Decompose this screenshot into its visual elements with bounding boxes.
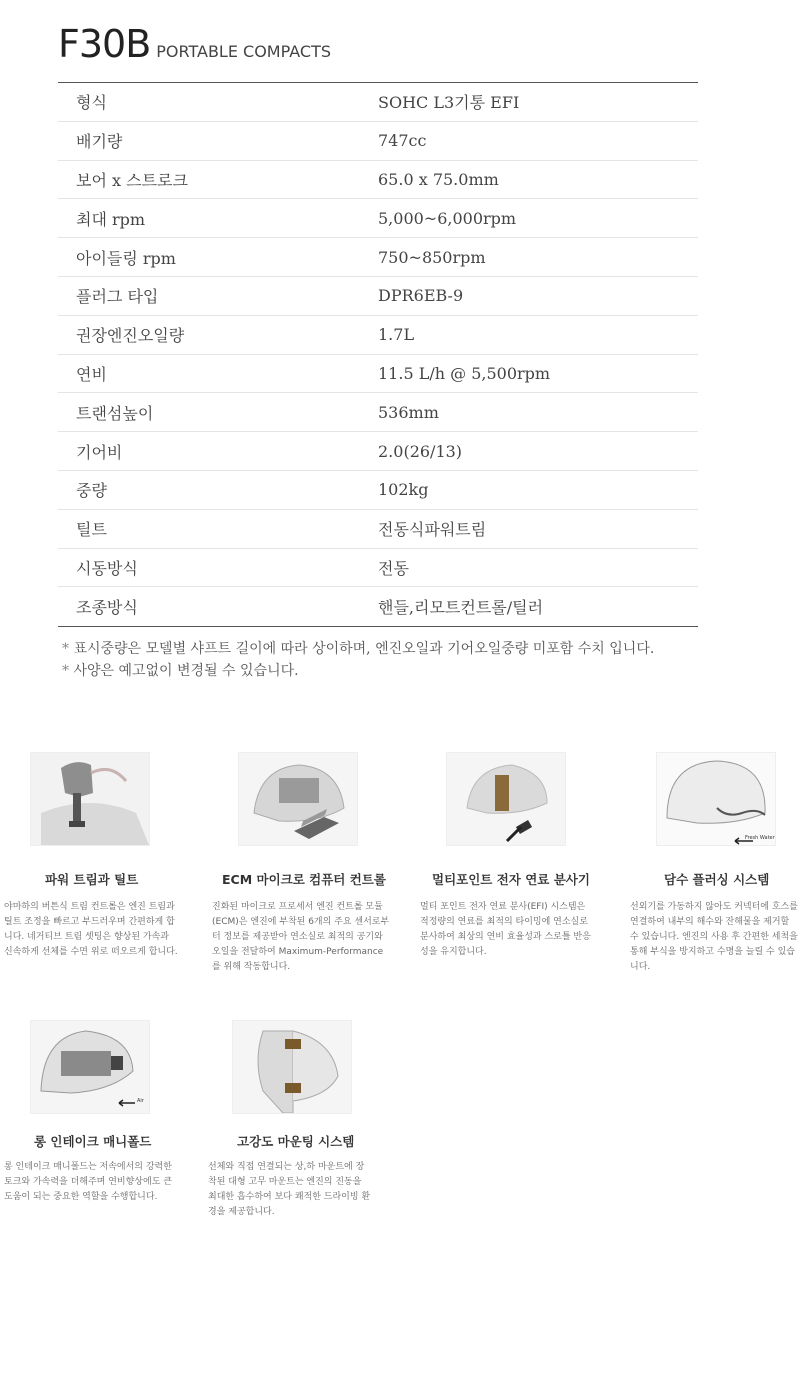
spec-label: 조종방식 <box>76 598 138 618</box>
spec-row <box>58 277 698 316</box>
spec-value: 11.5 L/h @ 5,500rpm <box>378 363 551 383</box>
spec-value: 65.0 x 75.0mm <box>378 169 499 189</box>
note-weight: * 표시중량은 모델별 샤프트 길이에 따라 상이하며, 엔진오일과 기어오일중량 미포함 수치 입니다. <box>62 638 654 660</box>
spec-value: 핸들,리모트컨트롤/틸러 <box>378 598 544 618</box>
spec-row <box>58 355 698 394</box>
spec-label: 시동방식 <box>76 558 138 578</box>
feature-title: 멀티포인트 전자 연료 분사기 <box>432 872 590 887</box>
feature-description: 진화된 마이크로 프로세서 엔진 컨트롤 모듈(ECM)은 엔진에 부착된 6개의 주요 센서로부터 정보를 제공받아 연소실로 최적의 공기와 오일을 전달하여 Maximum-Performance를 위해 작동합니다. <box>212 902 390 972</box>
note-change: * 사양은 예고없이 변경될 수 있습니다. <box>62 660 654 682</box>
efi-image <box>446 752 566 846</box>
spec-notes <box>62 638 654 682</box>
spec-value: SOHC L3기통 EFI <box>378 93 520 113</box>
spec-label: 중량 <box>76 481 107 501</box>
spec-row <box>58 199 698 238</box>
spec-row <box>58 471 698 510</box>
flushing-connector-icon <box>657 753 775 845</box>
spec-value: 1.7L <box>378 325 415 345</box>
spec-row <box>58 549 698 588</box>
spec-label: 형식 <box>76 93 107 113</box>
spec-label: 권장엔진오일량 <box>76 326 185 346</box>
feature-power-trim <box>0 752 200 982</box>
spec-label: 플러그 타입 <box>76 287 159 307</box>
spec-label: 아이들링 rpm <box>76 248 176 268</box>
spec-value: DPR6EB-9 <box>378 286 464 306</box>
spec-row <box>58 432 698 471</box>
feature-description: 멀티 포인트 전자 연료 분사(EFI) 시스템은 적정량의 연료를 최적의 타이밍에 연소실로 분사하여 최상의 연비 효율성과 스로틀 반응성을 유지합니다. <box>420 902 591 957</box>
outboard-tilt-icon <box>31 753 149 845</box>
flushing-image-label: Fresh Water <box>745 835 775 841</box>
feature-description: 선외기를 가동하지 않아도 커넥터에 호스를 연결하여 내부의 해수와 잔해물을 제거할 수 있습니다. 엔진의 사용 후 간편한 세척을 통해 부식을 방지하고 수명을 늘릴 수 있습니다. <box>630 902 798 972</box>
spec-value: 5,000~6,000rpm <box>378 208 517 228</box>
model-name: F30B <box>58 22 151 66</box>
ecm-image <box>238 752 358 846</box>
spec-value: 536mm <box>378 402 439 422</box>
spec-label: 틸트 <box>76 520 107 540</box>
feature-description: 선체와 직접 연결되는 상,하 마운트에 장착된 대형 고무 마운트는 엔진의 진동을 최대한 흡수하여 보다 쾌적한 드라이빙 환경을 제공합니다. <box>208 1162 371 1217</box>
spec-value: 2.0(26/13) <box>378 441 463 461</box>
feature-intake <box>0 1020 200 1230</box>
feature-title: 고강도 마운팅 시스템 <box>237 1134 355 1149</box>
feature-title: 파워 트림과 틸트 <box>45 872 139 887</box>
spec-row <box>58 587 698 626</box>
feature-title: 롱 인테이크 매니폴드 <box>34 1134 152 1149</box>
feature-description: 야마하의 버튼식 트림 컨트롤은 엔진 트림과 틸트 조정을 빠르고 부드러우며 간편하게 합니다. 네거티브 트림 셋팅은 향상된 가속과 신속하게 선체를 수면 위로 떠오르게 합니다. <box>4 902 178 957</box>
mounting-image <box>232 1020 352 1114</box>
spec-row <box>58 238 698 277</box>
intake-image-label: Air <box>137 1098 144 1104</box>
feature-mounting <box>204 1020 404 1230</box>
power-trim-image <box>30 752 150 846</box>
spec-row <box>58 316 698 355</box>
spec-row <box>58 510 698 549</box>
feature-description: 롱 인테이크 매니폴드는 저속에서의 강력한 토크와 가속력을 더해주며 연비향상에도 큰 도움이 되는 중요한 역할을 수행합니다. <box>4 1162 172 1202</box>
flushing-image <box>656 752 776 846</box>
spec-table <box>58 82 698 627</box>
spec-value: 747cc <box>378 131 427 151</box>
intake-manifold-icon <box>31 1021 149 1113</box>
spec-value: 전동식파워트림 <box>378 520 487 540</box>
spec-value: 750~850rpm <box>378 247 486 267</box>
engine-laptop-icon <box>239 753 357 845</box>
feature-flushing <box>628 752 800 982</box>
spec-label: 기어비 <box>76 442 123 462</box>
spec-row <box>58 393 698 432</box>
model-series: PORTABLE COMPACTS <box>156 42 331 61</box>
spec-row <box>58 122 698 161</box>
feature-ecm <box>210 752 410 982</box>
spec-label: 연비 <box>76 364 107 384</box>
spec-value: 전동 <box>378 558 409 578</box>
spec-row <box>58 161 698 200</box>
spec-label: 보어 x 스트로크 <box>76 170 188 190</box>
feature-title: 담수 플러싱 시스템 <box>664 872 770 887</box>
spec-label: 최대 rpm <box>76 209 146 229</box>
feature-title: ECM 마이크로 컴퓨터 컨트롤 <box>222 872 386 887</box>
spec-label: 트랜섬높이 <box>76 403 154 423</box>
spec-value: 102kg <box>378 480 429 500</box>
fuel-injector-icon <box>447 753 565 845</box>
intake-image <box>30 1020 150 1114</box>
spec-row <box>58 83 698 122</box>
spec-label: 배기량 <box>76 132 123 152</box>
mount-system-icon <box>233 1021 351 1113</box>
page-header <box>58 22 331 66</box>
feature-efi <box>418 752 618 982</box>
